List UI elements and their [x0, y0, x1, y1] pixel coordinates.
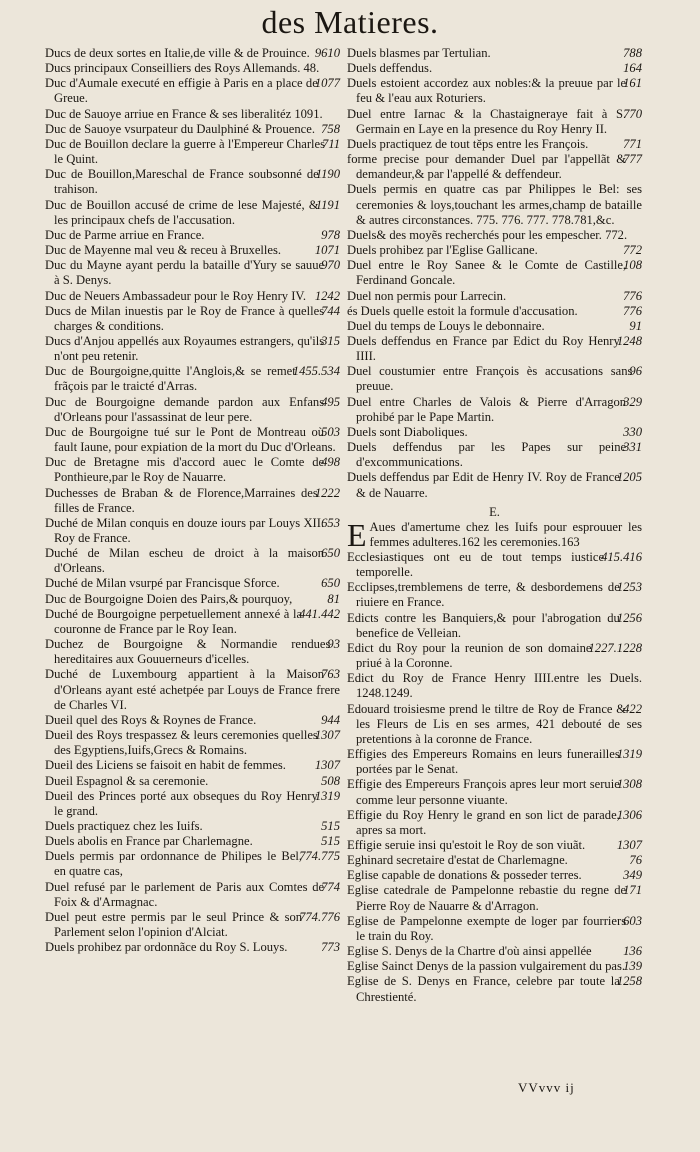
index-entry — [45, 713, 340, 728]
entry-text: Duel peut estre permis par le seul Prince & son Parlement selon l'opinion d'Alciat. — [45, 909, 303, 940]
page-reference: 1190 — [315, 167, 340, 182]
index-entry — [45, 107, 340, 122]
index-entry — [347, 974, 642, 1004]
page-reference: 771 — [623, 136, 642, 151]
index-entry — [45, 425, 340, 455]
page-reference: 1248 — [616, 333, 642, 348]
index-entry — [45, 940, 340, 955]
entry-text: Eglise catedrale de Pampelonne rebastie du regne de Pierre Roy de Nauarre & d'Arragon. — [347, 883, 627, 913]
index-entry — [45, 228, 340, 243]
page-reference: 650 — [321, 576, 340, 591]
index-entry — [347, 440, 642, 470]
entry-text: Duc de Sauoye arriue en France & ses liberalitéz 1091. — [45, 106, 323, 121]
index-entry — [45, 667, 340, 712]
entry-text: Duels abolis en France par Charlemagne. — [45, 834, 253, 849]
drop-capital: E — [347, 516, 367, 553]
page-reference: 171 — [623, 883, 642, 898]
entry-text: forme precise pour demander Duel par l'appellãt & demandeur,& par l'appellé & deffendeur. — [347, 152, 627, 182]
right-column-d-entries — [347, 46, 642, 501]
index-entry — [45, 46, 340, 61]
page-reference: 96 — [629, 364, 642, 379]
index-entry — [347, 641, 642, 671]
entry-text: Duc de Bouillon declare la guerre à l'Empereur Charles le Quint. — [45, 136, 326, 167]
index-entry — [347, 364, 642, 394]
index-entry — [45, 304, 340, 334]
entry-text: Duels practiquez chez les Iuifs. — [45, 818, 203, 833]
index-entry — [45, 76, 340, 106]
entry-text: Duc de Sauoye vsurpateur du Daulphiné & Prouence. — [45, 121, 315, 136]
page-reference: 1258 — [616, 974, 642, 989]
page-reference: 744 — [321, 303, 340, 318]
entry-text: Duel entre Iarnac & la Chastaigneraye fait à S. Germain en Laye en la presence du Roy Henry II. — [347, 106, 627, 136]
page-reference: 515 — [321, 834, 340, 849]
index-entry — [45, 137, 340, 167]
page-reference: 422 — [623, 701, 642, 716]
page-reference: 773 — [321, 940, 340, 955]
page-reference: 498 — [321, 455, 340, 470]
index-entry — [347, 580, 642, 610]
index-entry — [347, 46, 642, 61]
index-entry — [347, 777, 642, 807]
index-entry — [45, 880, 340, 910]
page-reference: 139 — [623, 959, 642, 974]
index-entry — [347, 838, 642, 853]
entry-text: Edouard troisiesme prend le tiltre de Roy de France & les Fleurs de Lis en ses armes, 421 debouté de ses pretentions à la coronne de France. — [347, 701, 642, 746]
entry-text: Duels permis par ordonnance de Philipes le Bel, en quatre cas, — [45, 849, 303, 879]
index-entry — [347, 671, 642, 701]
entry-text: Ecclesiastiques ont eu de tout temps iustice temporelle. — [347, 550, 605, 580]
index-entry — [45, 455, 340, 485]
page-reference: 1227.1228 — [588, 640, 642, 655]
index-entry — [45, 728, 340, 758]
index-entry — [45, 167, 340, 197]
index-entry — [45, 486, 340, 516]
left-column — [45, 46, 340, 955]
entry-text: Dueil des Princes porté aux obseques du Roy Henry le grand. — [45, 788, 318, 818]
index-entry — [347, 702, 642, 747]
entry-text: Duché de Milan vsurpé par Francisque Sforce. — [45, 576, 280, 591]
index-entry — [45, 334, 340, 364]
page-title: des Matieres. — [261, 4, 439, 40]
page-reference: 108 — [623, 258, 642, 273]
entry-text: Ecclipses,tremblemens de terre, & desbordemens de riuiere en France. — [347, 580, 620, 610]
page-reference: 770 — [623, 106, 642, 121]
index-entry — [347, 61, 642, 76]
index-entry — [347, 611, 642, 641]
page-reference: 774 — [321, 879, 340, 894]
page-reference: 415.416 — [601, 550, 642, 564]
page-reference: 93 — [327, 637, 340, 652]
index-entry — [347, 228, 642, 243]
index-entry — [347, 319, 642, 334]
entry-text: Duel entre Charles de Valois & Pierre d'Arragon prohibé par le Pape Martin. — [347, 394, 627, 424]
page-reference: 603 — [623, 913, 642, 928]
page-reference: 776 — [623, 288, 642, 303]
index-entry — [347, 107, 642, 137]
entry-text: Effigie des Empereurs François apres leur mort seruie comme leur personne viuante. — [347, 777, 620, 807]
right-column — [347, 46, 642, 1005]
index-entry — [347, 258, 642, 288]
entry-text: Dueil des Roys trespassez & leurs ceremonies quelles des Egyptiens,Iuifs,Grecs & Romains. — [45, 728, 318, 758]
index-entry — [45, 122, 340, 137]
entry-text: Duels prohibez par ordonnãce du Roy S. Louys. — [45, 940, 288, 955]
page-reference: 1205 — [616, 470, 642, 485]
entry-text: Duel entre le Roy Sanee & le Comte de Castille, Ferdinand Goncale. — [347, 258, 627, 288]
page-reference: 1253 — [616, 580, 642, 595]
entry-text: Duc de Mayenne mal veu & receu à Bruxelles. — [45, 243, 282, 258]
page-reference: 1319 — [616, 747, 642, 762]
page-reference: 91 — [629, 318, 642, 333]
entry-text: Ducs principaux Conseilliers des Roys Allemands. 48. — [45, 61, 320, 76]
page-reference: 978 — [321, 227, 340, 242]
page-reference: 650 — [321, 546, 340, 561]
entry-text: Duels estoient accordez aux nobles:& la preuue par le feu & l'eau aux Roturiers. — [347, 76, 627, 106]
index-entry — [347, 289, 642, 304]
index-entry — [347, 334, 642, 364]
page-reference: 777 — [623, 152, 642, 167]
page-reference: 503 — [321, 424, 340, 439]
index-entry — [45, 61, 340, 76]
index-entry — [347, 883, 642, 913]
page-reference: 776 — [623, 303, 642, 318]
page-reference: 1242 — [314, 288, 340, 303]
entry-text: Duels& des moyẽs recherchés pour les empescher. 772. — [347, 227, 628, 242]
page-reference: 653 — [321, 515, 340, 530]
index-entry — [347, 914, 642, 944]
entry-text: Duels deffendus. — [347, 61, 433, 76]
page-reference: 1307 — [314, 728, 340, 743]
entry-text: Edict du Roy pour la reunion de son domaine priué à la Coronne. — [347, 640, 592, 671]
index-entry — [347, 944, 642, 959]
index-entry — [45, 243, 340, 258]
entry-text: Duc de Bourgoigne demande pardon aux Enfans d'Orleans pour l'assassinat de leur pere. — [45, 394, 325, 424]
page-reference: 164 — [623, 61, 642, 76]
entry-text: Duels deffendus en France par Edict du Roy Henry IIII. — [347, 333, 620, 364]
entry-text: Effigie seruie insi qu'estoit le Roy de son viuãt. — [347, 837, 586, 852]
page-reference: 944 — [321, 712, 340, 727]
index-entry — [347, 395, 642, 425]
entry-text: Edicts contre les Banquiers,& pour l'abrogation du benefice de Velleian. — [347, 610, 620, 640]
page-reference: 711 — [322, 136, 340, 151]
entry-text: Dueil Espagnol & sa ceremonie. — [45, 773, 209, 788]
index-entry — [45, 395, 340, 425]
page-reference: 1307 — [314, 758, 340, 773]
entry-text: Dueil des Liciens se faisoit en habit de femmes. — [45, 758, 286, 773]
index-entry — [347, 868, 642, 883]
entry-text: Duc d'Aumale executé en effigie à Paris en a place de Greue. — [45, 76, 318, 106]
page-reference: 1306 — [616, 807, 642, 822]
index-entry — [347, 137, 642, 152]
entry-text: Duc de Bretagne mis d'accord auec le Comte de Ponthieure,par le Roy de Nauarre. — [45, 455, 325, 485]
entry-text: Eglise Sainct Denys de la passion vulgairement du pas. — [347, 959, 626, 974]
entry-text: Duel non permis pour Larrecin. — [347, 288, 507, 303]
index-entry — [347, 853, 642, 868]
page-reference: 76 — [629, 853, 642, 868]
entry-text: Duel du temps de Louys le debonnaire. — [347, 318, 545, 333]
entry-text: Duchez de Bourgoigne & Normandie rendues hereditaires aux Gouuerneurs d'icelles. — [45, 637, 331, 667]
index-entry — [347, 516, 642, 553]
index-entry — [347, 470, 642, 500]
right-column-e-entries — [347, 550, 642, 1005]
entry-text: Duels practiquez de tout těps entre les François. — [347, 136, 589, 151]
index-entry — [45, 198, 340, 228]
index-entry — [347, 182, 642, 227]
entry-text: Duché de Milan conquis en douze iours par Louys XII. Roy de France. — [45, 515, 325, 545]
index-entry — [45, 910, 340, 940]
page-reference: 136 — [623, 944, 642, 959]
page-reference: 441.442 — [299, 606, 340, 621]
index-entry — [45, 546, 340, 576]
index-entry — [45, 364, 340, 394]
entry-text: Eglise de Pampelonne exempte de loger par fourriers le train du Roy. — [347, 913, 627, 943]
entry-text: Duels deffendus par Edit de Henry IV. Roy de France & de Nauarre. — [347, 470, 620, 500]
entry-text: Duchesses de Braban & de Florence,Marraines des filles de France. — [45, 485, 318, 515]
index-entry — [347, 243, 642, 258]
index-entry — [347, 304, 642, 319]
page-reference: 970 — [321, 258, 340, 273]
page-reference: 1319 — [314, 788, 340, 803]
index-entry — [45, 289, 340, 304]
index-entry — [45, 819, 340, 834]
index-entry — [45, 849, 340, 879]
page-reference: 330 — [623, 424, 642, 439]
entry-text: Eglise capable de donations & posseder terres. — [347, 868, 582, 883]
page-reference: 1222 — [314, 485, 340, 500]
entry-text: Duc du Mayne ayant perdu la bataille d'Yury se sauue à S. Denys. — [45, 258, 325, 288]
entry-text: Ducs d'Anjou appellés aux Royaumes estrangers, qu'ils n'ont peu retenir. — [45, 333, 325, 364]
index-entry — [45, 774, 340, 789]
index-entry — [347, 425, 642, 440]
entry-text: Duel refusé par le parlement de Paris aux Comtes de Foix & d'Armagnac. — [45, 879, 325, 909]
entry-text: és Duels quelle estoit la formule d'accusation. — [347, 303, 578, 318]
entry-text: Eglise S. Denys de la Chartre d'où ainsi appellée — [347, 944, 592, 959]
page-reference: 9610 — [314, 46, 340, 60]
entry-text: Eghinard secretaire d'estat de Charlemagne. — [347, 853, 568, 868]
index-entry — [45, 834, 340, 849]
entry-text: Duché de Milan escheu de droict à la maison d'Orleans. — [45, 546, 325, 576]
page-reference: 495 — [321, 394, 340, 409]
index-entry — [347, 152, 642, 182]
entry-text: Duels blasmes par Tertulian. — [347, 46, 491, 60]
page-reference: 161 — [623, 76, 642, 91]
page-reference: 508 — [321, 773, 340, 788]
entry-text: Effigies des Empereurs Romains en leurs funerailles portées par le Senat. — [347, 747, 620, 777]
index-entry — [45, 516, 340, 546]
entry-text: Edict du Roy de France Henry IIII.entre les Duels. 1248.1249. — [347, 671, 642, 701]
index-entry — [347, 747, 642, 777]
entry-text: Duc de Bourgoigne tué sur le Pont de Montreau où fault Iaune, pour expiation de la mort du Duc d'Orleans. — [45, 424, 336, 455]
page-reference: 772 — [623, 243, 642, 258]
entry-text: Duels permis en quatre cas par Philippes le Bel: ses ceremonies & loys,touchant les armes,champ de bataille & autres circonstances. 775. 776. 777. 778.781,&c. — [347, 182, 642, 227]
signature-mark: VVvvv ij — [518, 1080, 575, 1095]
page-reference: 788 — [623, 46, 642, 60]
entry-text: Duels sont Diaboliques. — [347, 424, 468, 439]
index-entry — [347, 959, 642, 974]
page-reference: 1307 — [616, 837, 642, 852]
page-reference: 1191 — [315, 197, 340, 212]
index-entry — [45, 789, 340, 819]
entry-text: Duc de Parme arriue en France. — [45, 227, 205, 242]
page-reference: 515 — [321, 818, 340, 833]
page-reference: 315 — [321, 333, 340, 348]
page-reference: 349 — [623, 868, 642, 883]
entry-text: Duc de Bourgoigne,quitte l'Anglois,& se remet frãçois par le traicté d'Arras. — [45, 364, 296, 394]
index-entry — [45, 758, 340, 773]
entry-text: Effigie du Roy Henry le grand en son lict de parade, apres sa mort. — [347, 807, 620, 837]
page-reference: 1077 — [314, 76, 340, 91]
index-entry — [45, 576, 340, 591]
page-reference: 763 — [321, 667, 340, 682]
entry-text: Duel coustumier entre François ès accusations sans preuue. — [347, 364, 633, 394]
entry-text: Duc de Bouillon accusé de crime de lese Majesté, & les principaux chefs de l'accusation. — [45, 197, 319, 227]
index-entry — [45, 637, 340, 667]
entry-text: Ducs de Milan inuestis par le Roy de France à quelles charges & conditions. — [45, 303, 325, 333]
entry-text: Ducs de deux sortes en Italie,de ville & de Prouince. — [45, 46, 310, 60]
entry-text: Eglise de S. Denys en France, celebre par toute la Chrestienté. — [347, 974, 620, 1004]
page-reference: 81 — [327, 591, 340, 606]
section-letter: E. — [489, 504, 500, 519]
index-entry — [347, 76, 642, 106]
page-reference: 774.776 — [299, 909, 340, 924]
page-reference: 758 — [321, 121, 340, 136]
index-entry — [45, 592, 340, 607]
page-reference: 331 — [623, 440, 642, 455]
page-reference: 1071 — [314, 243, 340, 258]
index-entry — [45, 258, 340, 288]
entry-text: Duels prohibez par l'Eglise Gallicane. — [347, 243, 538, 258]
page-reference: 1455.534 — [292, 364, 340, 379]
index-entry — [45, 607, 340, 637]
entry-text: Duc de Bouillon,Mareschal de France soubsonné de trahison. — [45, 167, 319, 197]
entry-text: Duc de Neuers Ambassadeur pour le Roy Henry IV. — [45, 288, 307, 303]
entry-text: Dueil quel des Roys & Roynes de France. — [45, 712, 257, 727]
entry-text: Duché de Bourgoigne perpetuellement annexé à la couronne de France par le Roy Iean. — [45, 606, 303, 636]
entry-text: Aues d'amertume chez les Iuifs pour esprouuer les femmes adulteres.162 les ceremonies.163 — [369, 519, 642, 549]
entry-text: Duels deffendus par les Papes sur peine d'excommunications. — [347, 440, 627, 470]
page-reference: 1256 — [616, 610, 642, 625]
index-entry — [347, 808, 642, 838]
index-entry — [347, 550, 642, 580]
page-reference: 329 — [623, 394, 642, 409]
entry-text: Duc de Bourgoigne Doien des Pairs,& pourquoy, — [45, 591, 293, 606]
page-reference: 774.775 — [299, 849, 340, 864]
page-reference: 1308 — [616, 777, 642, 792]
entry-text: Duché de Luxembourg appartient à la Maison d'Orleans ayant esté achetpée par Louys de France frere de Charles VI. — [45, 667, 340, 712]
